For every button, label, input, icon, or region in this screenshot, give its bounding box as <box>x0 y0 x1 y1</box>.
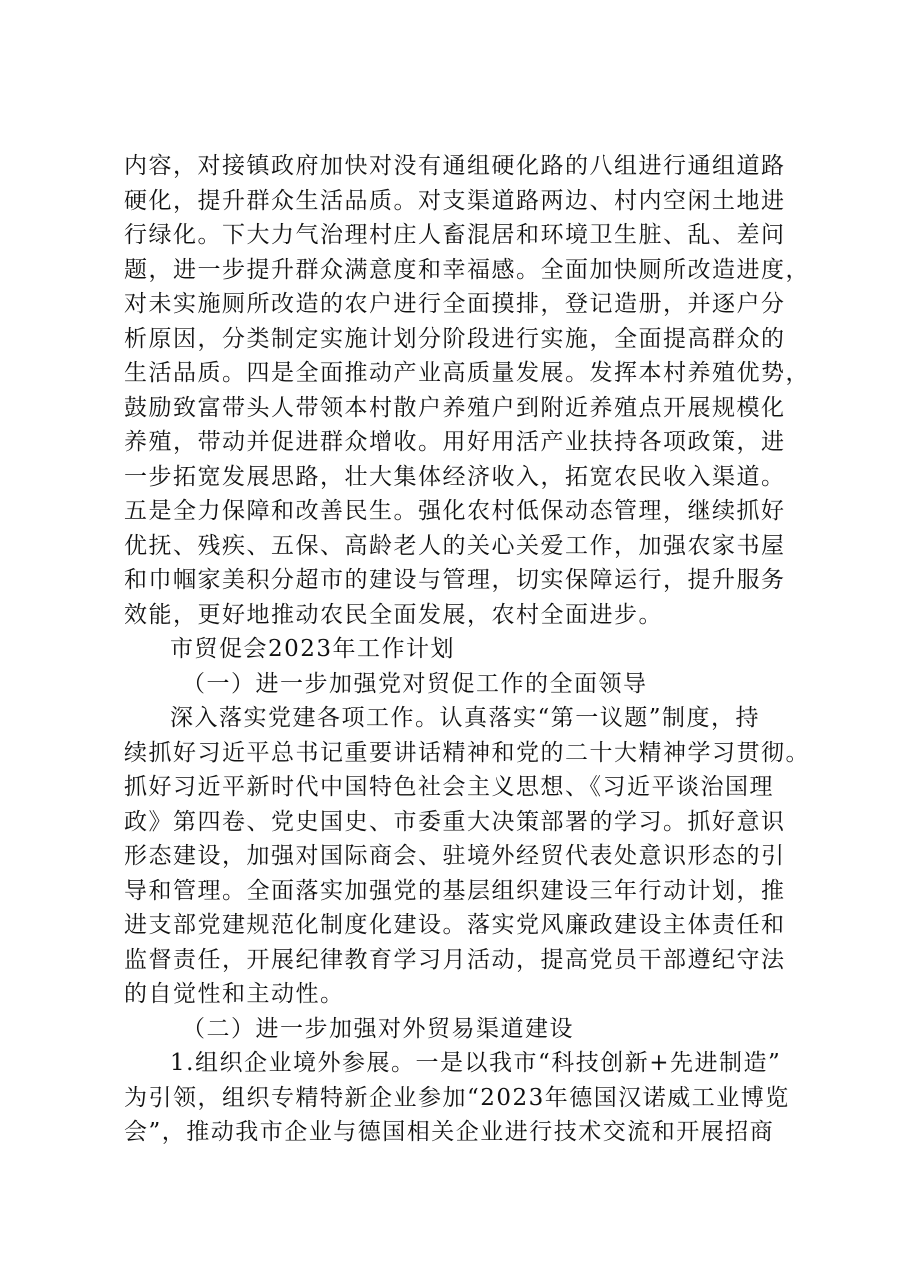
text-line: 的自觉性和主动性。 <box>124 981 345 1007</box>
text-line: （一）进一步加强党对贸促工作的全面领导 <box>182 670 648 697</box>
text-line: 监督责任，开展纪律教育学习月活动，提高党员干部遵纪守法 <box>124 946 786 973</box>
text-line: 鼓励致富带头人带领本村散户养殖户到附近养殖点开展规模化 <box>124 394 786 421</box>
text-line: 五是全力保障和改善民生。强化农村低保动态管理，继续抓好 <box>124 498 786 524</box>
text-line: 硬化，提升群众生活品质。对支渠道路两边、村内空闲土地进 <box>124 187 786 214</box>
text-line: 效能，更好地推动农民全面发展，农村全面进步。 <box>124 601 663 628</box>
text-line: 政》第四卷、党史国史、市委重大决策部署的学习。抓好意识 <box>124 808 786 835</box>
text-line: 市贸促会2023年工作计划 <box>170 636 456 662</box>
text-line: 进支部党建规范化制度化建设。落实党风廉政建设主体责任和 <box>124 912 786 938</box>
text-line: 会”，推动我市企业与德国相关企业进行技术交流和开展招商 <box>124 1119 775 1145</box>
text-line: 养殖，带动并促进群众增收。用好用活产业扶持各项政策，进 <box>124 429 786 455</box>
text-line: 1.组织企业境外参展。一是以我市“科技创新+先进制造” <box>170 1050 782 1076</box>
text-line: 为引领，组织专精特新企业参加“2023年德国汉诺威工业博览 <box>124 1084 790 1111</box>
text-line: 题，进一步提升群众满意度和幸福感。全面加快厕所改造进度， <box>124 256 810 283</box>
text-line: 和巾帼家美积分超市的建设与管理，切实保障运行，提升服务 <box>124 567 786 593</box>
text-line: 形态建设，加强对国际商会、驻境外经贸代表处意识形态的引 <box>124 843 786 869</box>
text-line: 续抓好习近平总书记重要讲话精神和党的二十大精神学习贯彻。 <box>124 739 810 766</box>
text-line: 对未实施厕所改造的农户进行全面摸排，登记造册，并逐户分 <box>124 291 786 317</box>
document-body <box>124 149 810 1150</box>
text-line: 行绿化。下大力气治理村庄人畜混居和环境卫生脏、乱、差问 <box>124 222 786 248</box>
text-line: 深入落实党建各项工作。认真落实“第一议题”制度，持 <box>170 705 761 731</box>
text-line: 优抚、残疾、五保、高龄老人的关心关爱工作，加强农家书屋 <box>124 532 786 559</box>
text-line: 抓好习近平新时代中国特色社会主义思想、《习近平谈治国理 <box>124 774 774 800</box>
text-line: 一步拓宽发展思路，壮大集体经济收入，拓宽农民收入渠道。 <box>124 463 786 490</box>
text-line: 内容，对接镇政府加快对没有通组硬化路的八组进行通组道路 <box>124 153 786 179</box>
text-line: 析原因，分类制定实施计划分阶段进行实施，全面提高群众的 <box>124 325 786 352</box>
text-line: 导和管理。全面落实加强党的基层组织建设三年行动计划，推 <box>124 877 786 904</box>
text-line: （二）进一步加强对外贸易渠道建设 <box>182 1015 574 1042</box>
text-line: 生活品质。四是全面推动产业高质量发展。发挥本村养殖优势， <box>124 360 810 386</box>
